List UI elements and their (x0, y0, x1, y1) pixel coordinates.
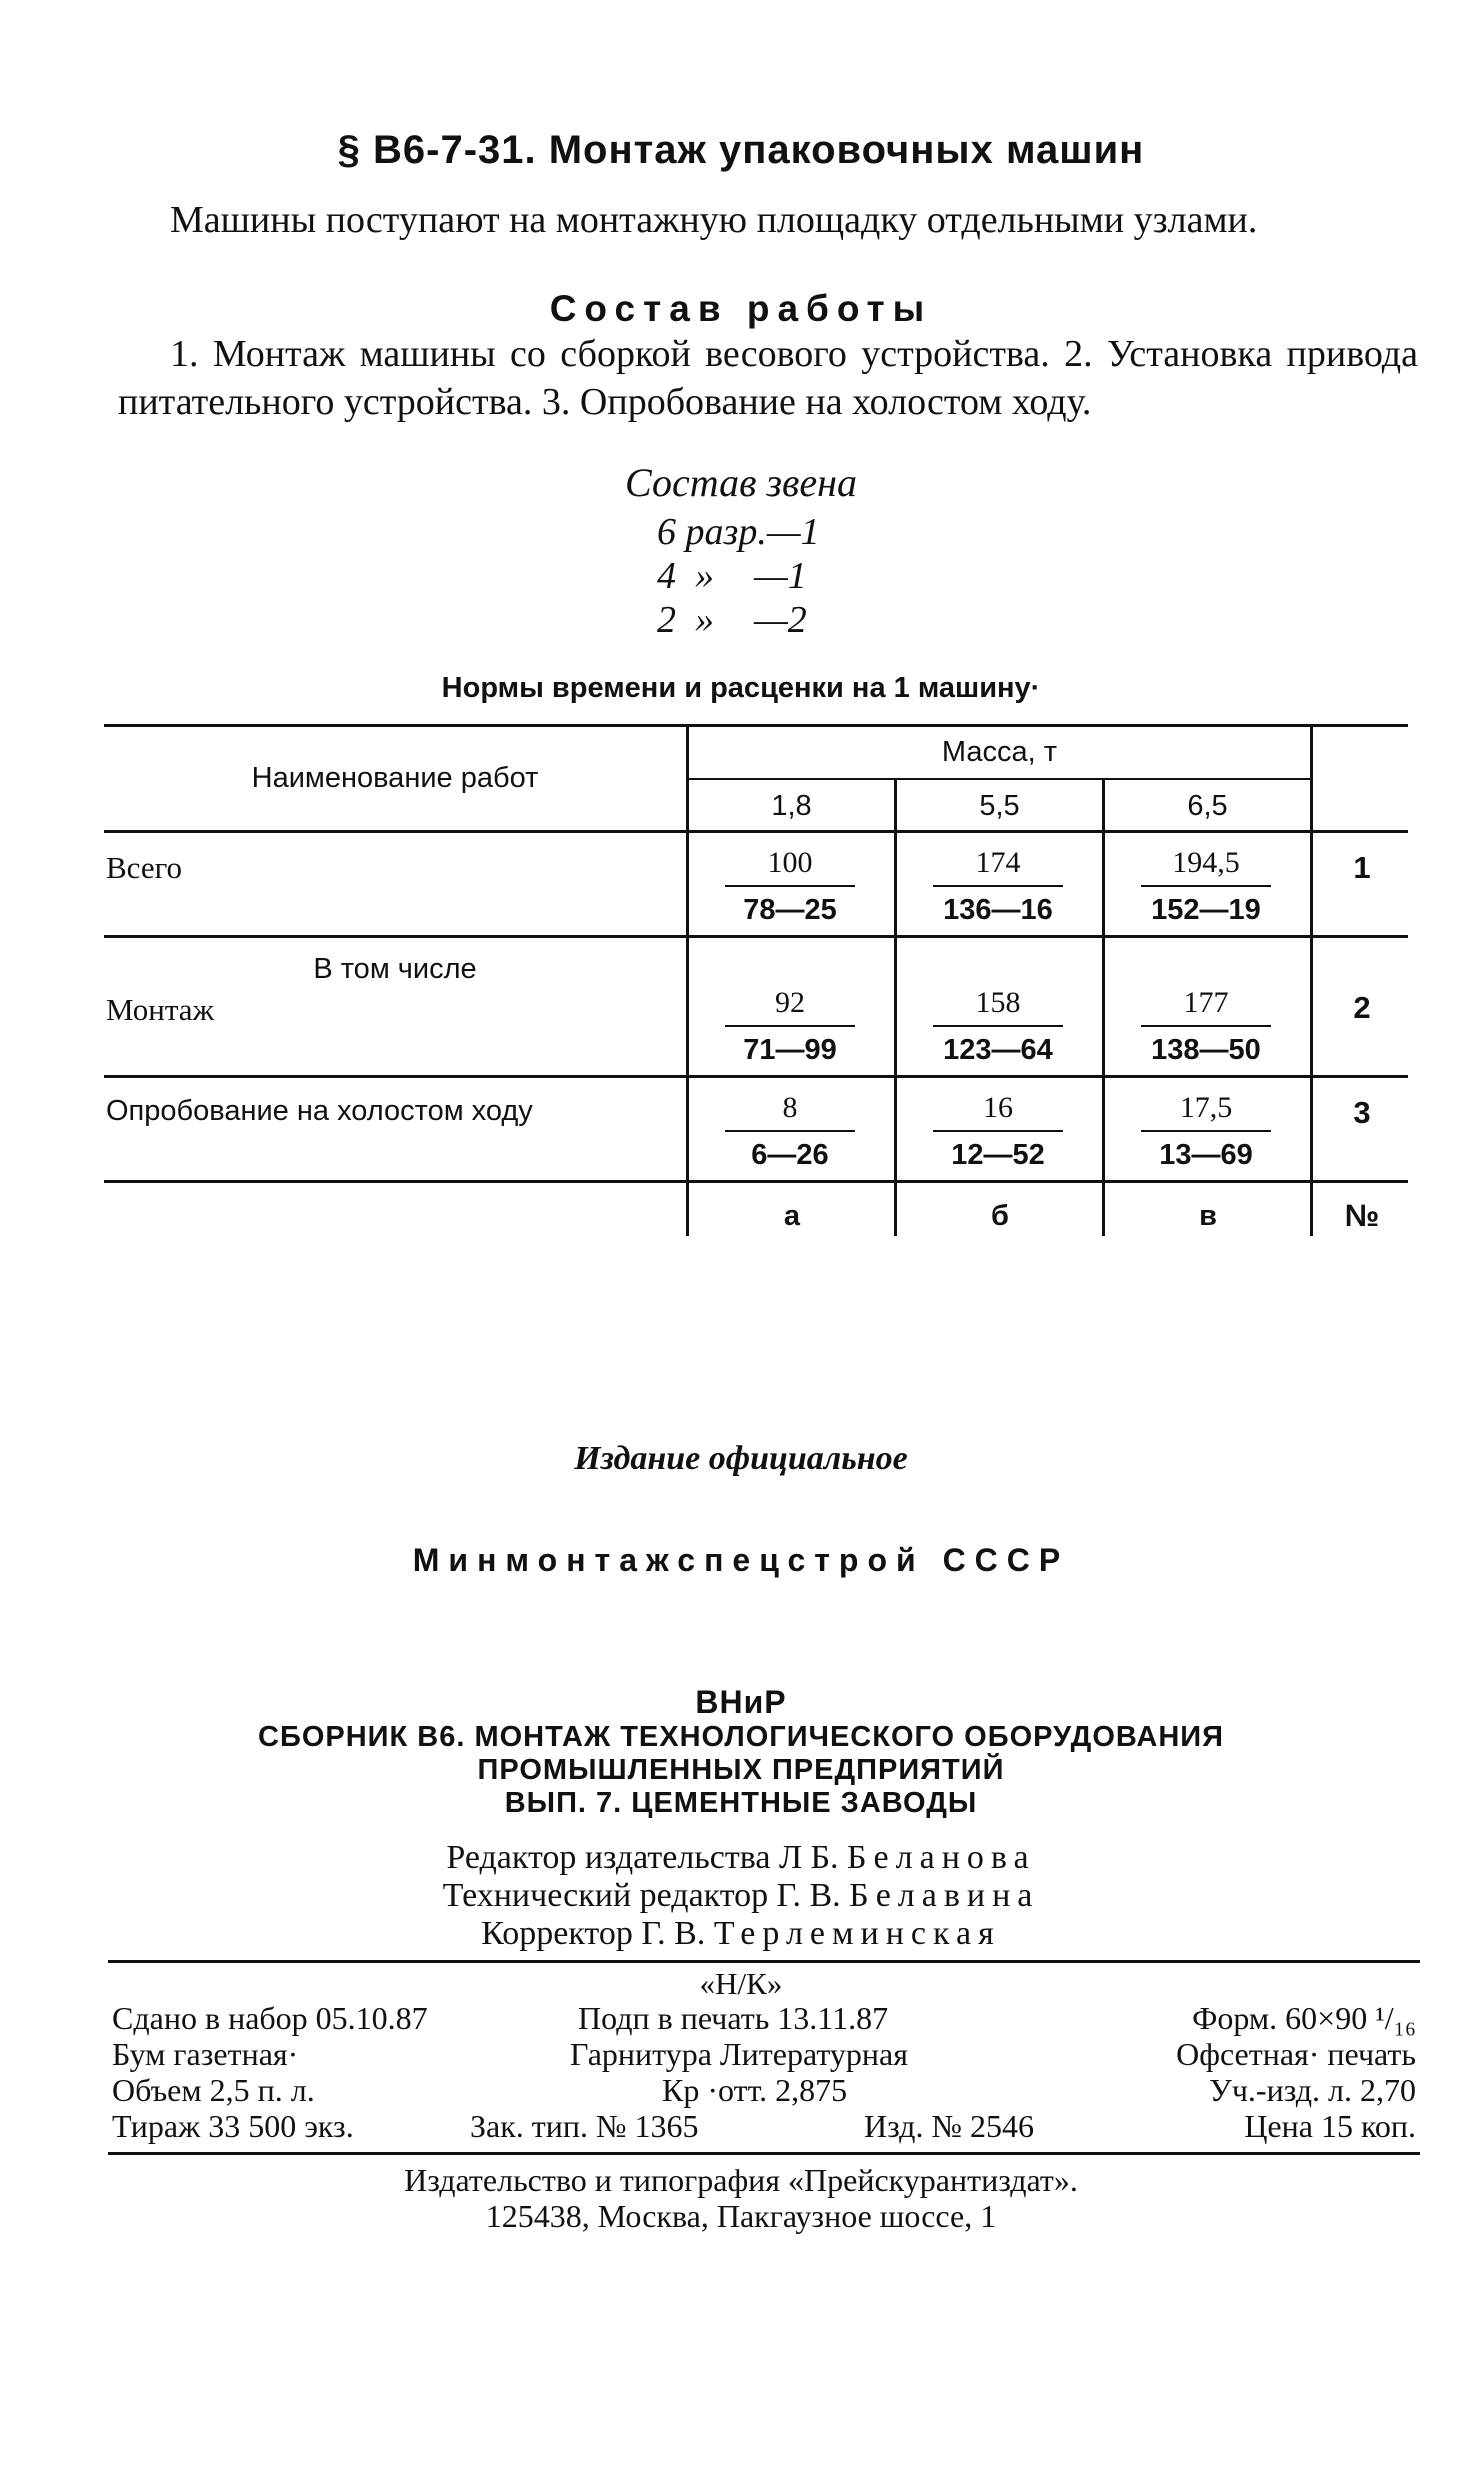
crew-row (657, 598, 807, 642)
price-norm: 138—50 (1151, 1034, 1261, 1066)
mass-value: 5,5 (979, 790, 1020, 822)
row-number: 2 (1353, 990, 1371, 1025)
collection-title: ПРОМЫШЛЕННЫХ ПРЕДПРИЯТИЙ (477, 1754, 1005, 1786)
imprint-sent: Сдано в набор 05.10.87 (112, 2000, 428, 2036)
crew-dash: — (766, 511, 801, 553)
publisher-address: 125438, Москва, Пакгаузное шоссе, 1 (485, 2198, 997, 2234)
name-column-header: Наименование работ (251, 762, 539, 794)
norm-cell (700, 1088, 880, 1176)
crew-grade: 2 » (657, 599, 714, 641)
imprint-tirage: Тираж 33 500 экз. (112, 2108, 354, 2144)
norm-cell (908, 983, 1088, 1071)
imprint-print: Офсетная· печать (1176, 2036, 1416, 2072)
issue-title: ВЫП. 7. ЦЕМЕНТНЫЕ ЗАВОДЫ (504, 1787, 978, 1819)
norm-cell (1116, 843, 1296, 931)
credit-name: Терлеминская (713, 1915, 1001, 1952)
imprint-paper: Бум газетная· (112, 2036, 299, 2072)
crew-dash: — (754, 599, 788, 641)
fraction-bar (933, 885, 1063, 887)
price-norm: 78—25 (743, 894, 837, 926)
norm-cell (908, 1088, 1088, 1176)
crew-dash: — (754, 555, 788, 597)
imprint-format: Форм. 60×90 ¹/₁₆ (1192, 2000, 1416, 2036)
credit-name: Беланова (847, 1839, 1036, 1876)
imprint-kr: Кр ·отт. 2,875 (662, 2072, 848, 2108)
column-letter: в (1199, 1200, 1217, 1232)
imprint-price: Цена 15 коп. (1244, 2108, 1416, 2144)
imprint-top-rule (108, 1960, 1420, 1963)
price-norm: 71—99 (743, 1034, 837, 1066)
imprint-izd: Изд. № 2546 (864, 2108, 1034, 2144)
intro-paragraph (118, 196, 1418, 244)
time-norm: 92 (775, 986, 805, 1019)
credit-role: Редактор издательства Л Б. (446, 1839, 839, 1876)
credit-line (0, 1914, 1482, 1954)
section-title: § В6-7-31. Монтаж упаковочных машин (337, 128, 1145, 172)
norm-cell (700, 843, 880, 931)
credit-line (0, 1838, 1482, 1878)
price-norm: 136—16 (943, 894, 1053, 926)
row-rule (104, 935, 1408, 938)
header-bottom-rule (104, 830, 1408, 833)
fraction-bar (725, 1025, 855, 1027)
mass-value: 6,5 (1187, 790, 1228, 822)
row-label: Опробование на холостом ходу (106, 1095, 533, 1127)
time-norm: 8 (782, 1091, 798, 1124)
work-paragraph (118, 330, 1418, 426)
norm-cell (1116, 983, 1296, 1071)
crew-row (657, 510, 820, 554)
imprint-font: Гарнитура Литературная (570, 2036, 908, 2072)
mass-column-header: Масса, т (941, 736, 1058, 768)
row-label: Монтаж (106, 992, 214, 1027)
hk-mark: «Н/К» (699, 1966, 783, 2001)
price-norm: 6—26 (751, 1139, 829, 1171)
column-divider (1310, 724, 1313, 1236)
crew-count: 1 (800, 511, 820, 553)
fraction-bar (725, 885, 855, 887)
fraction-bar (1141, 1130, 1271, 1132)
table-top-rule (104, 724, 1408, 727)
column-divider (1102, 778, 1105, 1236)
price-norm: 123—64 (943, 1034, 1053, 1066)
time-norm: 17,5 (1179, 1091, 1233, 1124)
fraction-bar (933, 1130, 1063, 1132)
number-column-header: № (1344, 1198, 1380, 1233)
time-norm: 194,5 (1172, 846, 1240, 879)
table-caption: Нормы времени и расценки на 1 машину· (441, 672, 1041, 704)
crew-heading: Состав звена (624, 460, 857, 505)
credit-name: Белавина (849, 1877, 1040, 1914)
time-norm: 100 (767, 846, 813, 879)
fraction-bar (933, 1025, 1063, 1027)
work-heading: Состав работы (549, 288, 933, 329)
column-letter: б (991, 1200, 1009, 1232)
crew-row (657, 554, 807, 598)
crew-grade: 6 разр. (657, 511, 767, 553)
imprint-bottom-rule (108, 2152, 1420, 2155)
crew-grade: 4 » (657, 555, 714, 597)
work-text: 1. Монтаж машины со сборкой весового устройства. 2. Установка привода питательного устройства. 3. Опробование на холостом ходу. (118, 333, 1418, 423)
ministry-name: Минмонтажспецстрой СССР (412, 1542, 1070, 1578)
row-number: 1 (1353, 850, 1371, 885)
norm-cell (1116, 1088, 1296, 1176)
fraction-bar (1141, 885, 1271, 887)
column-divider (894, 778, 897, 1236)
official-edition: Издание официальное (574, 1440, 908, 1477)
crew-count: 2 (787, 599, 807, 641)
publisher: Издательство и типография «Прейскурантиздат». (404, 2162, 1078, 2198)
fraction-bar (725, 1130, 855, 1132)
row-label: Всего (106, 850, 183, 885)
crew-count: 1 (787, 555, 807, 597)
table-bottom-rule (104, 1180, 1408, 1183)
credit-role: Технический редактор Г. В. (442, 1877, 841, 1914)
price-norm: 13—69 (1159, 1139, 1253, 1171)
row-number: 3 (1353, 1095, 1371, 1130)
collection-title: СБОРНИК В6. МОНТАЖ ТЕХНОЛОГИЧЕСКОГО ОБОРУДОВАНИЯ (258, 1721, 1224, 1753)
imprint-signed: Подп в печать 13.11.87 (578, 2000, 889, 2036)
credit-line (0, 1876, 1482, 1916)
doc-code: ВНиР (695, 1684, 787, 1720)
norm-cell (700, 983, 880, 1071)
price-norm: 12—52 (951, 1139, 1045, 1171)
credit-role: Корректор Г. В. (481, 1915, 706, 1952)
norm-cell (908, 843, 1088, 931)
row-sublabel: В том числе (313, 953, 477, 985)
row-rule (104, 1075, 1408, 1078)
mass-header-rule (686, 778, 1310, 780)
fraction-bar (1141, 1025, 1271, 1027)
imprint-order: Зак. тип. № 1365 (470, 2108, 699, 2144)
time-norm: 158 (975, 986, 1021, 1019)
column-letter: а (783, 1200, 801, 1232)
time-norm: 177 (1183, 986, 1229, 1019)
imprint-volume: Объем 2,5 п. л. (112, 2072, 315, 2108)
price-norm: 152—19 (1151, 894, 1261, 926)
imprint-uch: Уч.-изд. л. 2,70 (1209, 2072, 1416, 2108)
mass-value: 1,8 (771, 790, 812, 822)
intro-text: Машины поступают на монтажную площадку отдельными узлами. (170, 199, 1258, 241)
time-norm: 16 (983, 1091, 1013, 1124)
time-norm: 174 (975, 846, 1021, 879)
